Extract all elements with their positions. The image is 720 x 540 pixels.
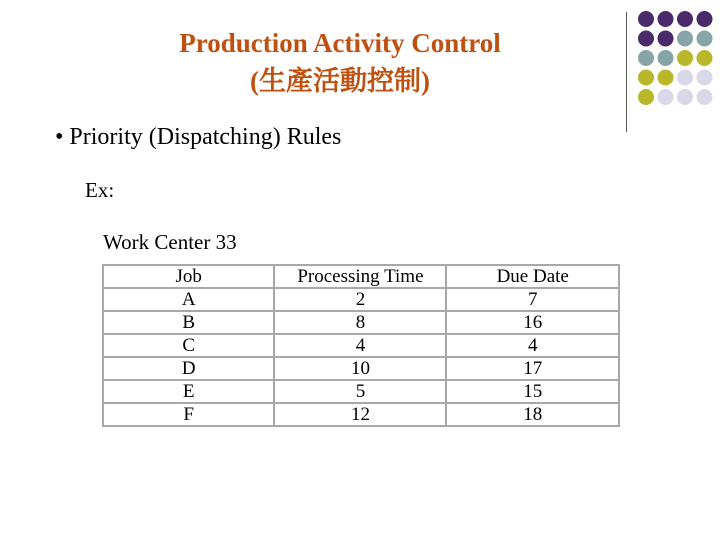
table-row xyxy=(103,380,619,403)
decorative-dot xyxy=(658,11,674,27)
cell-due-date: 4 xyxy=(446,334,619,357)
table-row xyxy=(103,288,619,311)
cell-job: E xyxy=(103,380,274,403)
decorative-vertical-line xyxy=(626,12,627,132)
example-label: Ex: xyxy=(85,178,115,202)
cell-processing-time: 2 xyxy=(274,288,446,311)
decorative-dot xyxy=(697,50,713,66)
work-center-label: Work Center 33 xyxy=(103,230,237,254)
table-row xyxy=(103,334,619,357)
cell-processing-time: 10 xyxy=(274,357,446,380)
bullet-priority-rules: • Priority (Dispatching) Rules xyxy=(55,124,342,150)
header-job: Job xyxy=(103,265,274,288)
decorative-dot xyxy=(638,50,654,66)
table-row xyxy=(103,357,619,380)
cell-job: F xyxy=(103,403,274,426)
slide-title-chinese: (生產活動控制) xyxy=(250,66,430,96)
table-header-row xyxy=(103,265,619,288)
decorative-dot xyxy=(658,70,674,86)
cell-due-date: 7 xyxy=(446,288,619,311)
table-row xyxy=(103,311,619,334)
decorative-dot xyxy=(658,50,674,66)
decorative-dot xyxy=(658,89,674,105)
decorative-dot xyxy=(677,50,693,66)
decorative-dot xyxy=(638,11,654,27)
decorative-dot xyxy=(638,89,654,105)
decorative-dot xyxy=(677,89,693,105)
cell-job: C xyxy=(103,334,274,357)
cell-due-date: 15 xyxy=(446,380,619,403)
table-row xyxy=(103,403,619,426)
decorative-dot xyxy=(677,31,693,47)
decorative-dot xyxy=(677,11,693,27)
decorative-dot xyxy=(638,31,654,47)
cell-processing-time: 8 xyxy=(274,311,446,334)
cell-due-date: 18 xyxy=(446,403,619,426)
decorative-dot xyxy=(697,11,713,27)
cell-job: B xyxy=(103,311,274,334)
cell-due-date: 16 xyxy=(446,311,619,334)
decorative-dot xyxy=(697,31,713,47)
decorative-dot xyxy=(697,70,713,86)
decorative-dot xyxy=(697,89,713,105)
header-processing-time: Processing Time xyxy=(274,265,446,288)
decorative-dot xyxy=(658,31,674,47)
cell-job: A xyxy=(103,288,274,311)
cell-processing-time: 5 xyxy=(274,380,446,403)
job-table xyxy=(102,264,620,427)
header-due-date: Due Date xyxy=(446,265,619,288)
cell-processing-time: 4 xyxy=(274,334,446,357)
cell-due-date: 17 xyxy=(446,357,619,380)
slide-title: Production Activity Control xyxy=(179,28,501,58)
cell-processing-time: 12 xyxy=(274,403,446,426)
decorative-dot xyxy=(677,70,693,86)
cell-job: D xyxy=(103,357,274,380)
decorative-dot xyxy=(638,70,654,86)
